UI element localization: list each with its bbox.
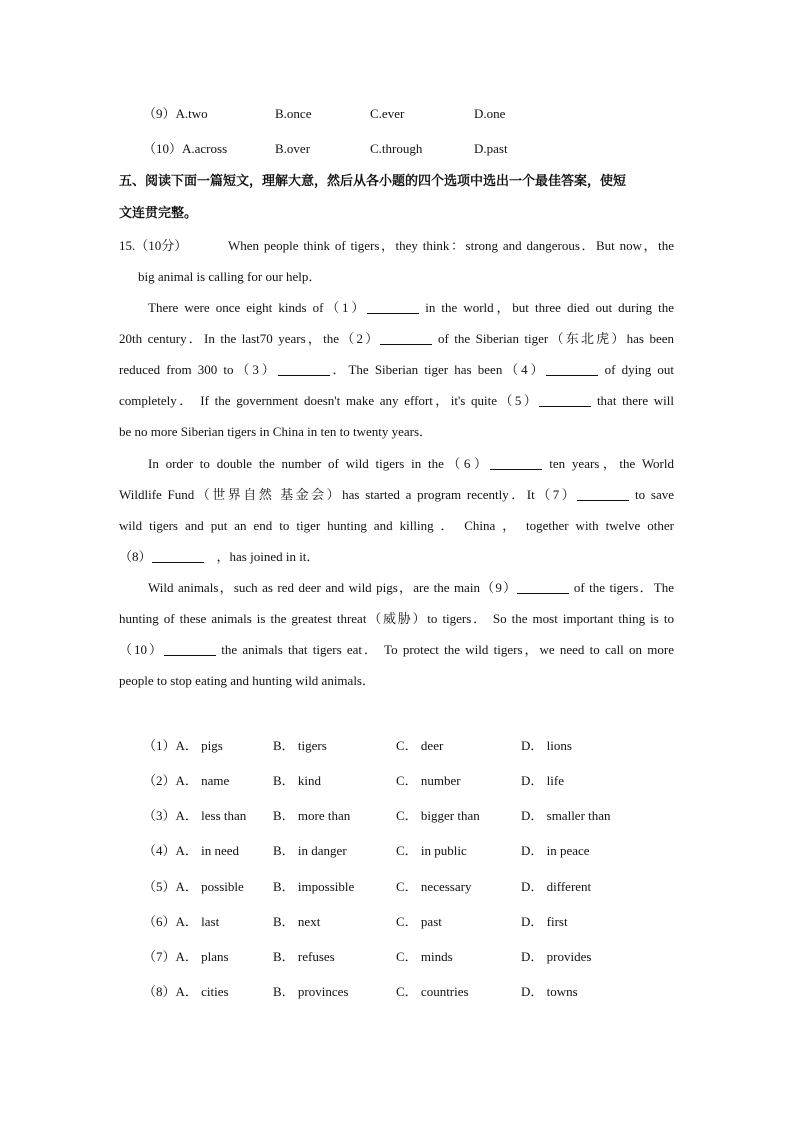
option-a: （10）A.across	[143, 141, 228, 156]
option-d: D． in peace	[521, 843, 590, 858]
option-b: B． refuses	[273, 949, 335, 964]
option-a: （1）A． pigs	[143, 738, 223, 753]
passage-line: 20th century．In the last70 years，the（2） of the Siberian tiger（东北虎）has been	[119, 331, 675, 347]
option-b: B． kind	[273, 773, 322, 788]
option-row-9	[0, 104, 794, 124]
option-row-7	[0, 947, 794, 967]
option-d: D． lions	[521, 738, 572, 753]
option-c: C． number	[396, 773, 461, 788]
option-row-10	[0, 139, 794, 159]
option-d: D． towns	[521, 984, 578, 999]
option-a: （9）A.two	[143, 106, 208, 121]
option-b: B． provinces	[273, 984, 349, 999]
blank-3	[278, 361, 330, 376]
blank-2	[380, 330, 432, 345]
option-d: D． life	[521, 773, 564, 788]
section-title-line: 五、阅读下面一篇短文，理解大意，然后从各小题的四个选项中选出一个最佳答案，使短	[119, 174, 627, 189]
option-c: C． necessary	[396, 879, 472, 894]
option-b: B.over	[275, 141, 311, 156]
option-d: D.one	[474, 106, 506, 121]
option-d: D.past	[474, 141, 508, 156]
option-b: B． more than	[273, 808, 351, 823]
option-row-3	[0, 806, 794, 826]
passage-line: （10） the animals that tigers eat． To protect the wild tigers，we need to call on more	[119, 642, 674, 658]
passage	[119, 261, 674, 696]
option-row-6	[0, 912, 794, 932]
passage-line: people to stop eating and hunting wild animals．	[119, 673, 375, 689]
option-a: （2）A． name	[143, 773, 230, 788]
option-row-1	[0, 736, 794, 756]
passage-line: Wildlife Fund（世界自然 基金会）has started a program recently．It（7） to save	[119, 486, 674, 502]
option-a: （6）A． last	[143, 914, 220, 929]
passage-line: hunting of these animals is the greatest threat（威胁）to tigers． So the most important thing is to	[119, 611, 674, 627]
option-b: B． next	[273, 914, 321, 929]
question-number: 15.（10分）	[119, 238, 188, 253]
section-title-line: 文连贯完整。	[119, 206, 198, 221]
blank-7	[577, 486, 629, 501]
option-a: （7）A． plans	[143, 949, 229, 964]
blank-9	[517, 579, 569, 594]
passage-line: Wild animals，such as red deer and wild pigs，are the main（9） of the tigers．The	[148, 579, 674, 595]
option-c: C.through	[370, 141, 423, 156]
option-b: B． impossible	[273, 879, 355, 894]
option-c: C． in public	[396, 843, 467, 858]
option-b: B． tigers	[273, 738, 327, 753]
option-d: D． provides	[521, 949, 592, 964]
option-c: C． minds	[396, 949, 453, 964]
option-a: （5）A． possible	[143, 879, 244, 894]
passage-line: reduced from 300 to（3） ．The Siberian tiger has been（4） of dying out	[119, 362, 674, 378]
blank-10	[164, 641, 216, 656]
question-intro-line2: big animal is calling for our help．	[138, 269, 322, 284]
passage-line: In order to double the number of wild tigers in the（6） ten years，the World	[148, 455, 674, 471]
blank-5	[539, 392, 591, 407]
option-c: C． bigger than	[396, 808, 480, 823]
blank-1	[367, 299, 419, 314]
question-intro: When people think of tigers，they think：strong and dangerous．But now，the	[228, 238, 674, 253]
option-row-2	[0, 771, 794, 791]
option-c: C． past	[396, 914, 442, 929]
option-a: （8）A． cities	[143, 984, 229, 999]
section-title	[119, 166, 679, 230]
option-b: B． in danger	[273, 843, 347, 858]
passage-line: completely． If the government doesn't make any effort，it's quite（5） that there will	[119, 393, 674, 409]
option-row-4	[0, 841, 794, 861]
option-row-8	[0, 982, 794, 1002]
option-row-5	[0, 877, 794, 897]
option-d: D． smaller than	[521, 808, 611, 823]
passage-line: There were once eight kinds of（1） in the world，but three died out during the	[148, 300, 674, 316]
option-c: C.ever	[370, 106, 405, 121]
passage-line: wild tigers and put an end to tiger hunting and killing ． China ， together with twelve other	[119, 517, 674, 533]
question-header	[119, 230, 674, 261]
option-b: B.once	[275, 106, 312, 121]
blank-8	[152, 548, 204, 563]
option-a: （4）A． in need	[143, 843, 240, 858]
blank-4	[546, 361, 598, 376]
option-c: C． deer	[396, 738, 444, 753]
option-a: （3）A． less than	[143, 808, 247, 823]
option-c: C． countries	[396, 984, 469, 999]
passage-line: （8） ，has joined in it．	[119, 548, 320, 564]
passage-line: be no more Siberian tigers in China in ten to twenty years．	[119, 424, 433, 440]
blank-6	[490, 455, 542, 470]
option-d: D． first	[521, 914, 568, 929]
option-d: D． different	[521, 879, 592, 894]
